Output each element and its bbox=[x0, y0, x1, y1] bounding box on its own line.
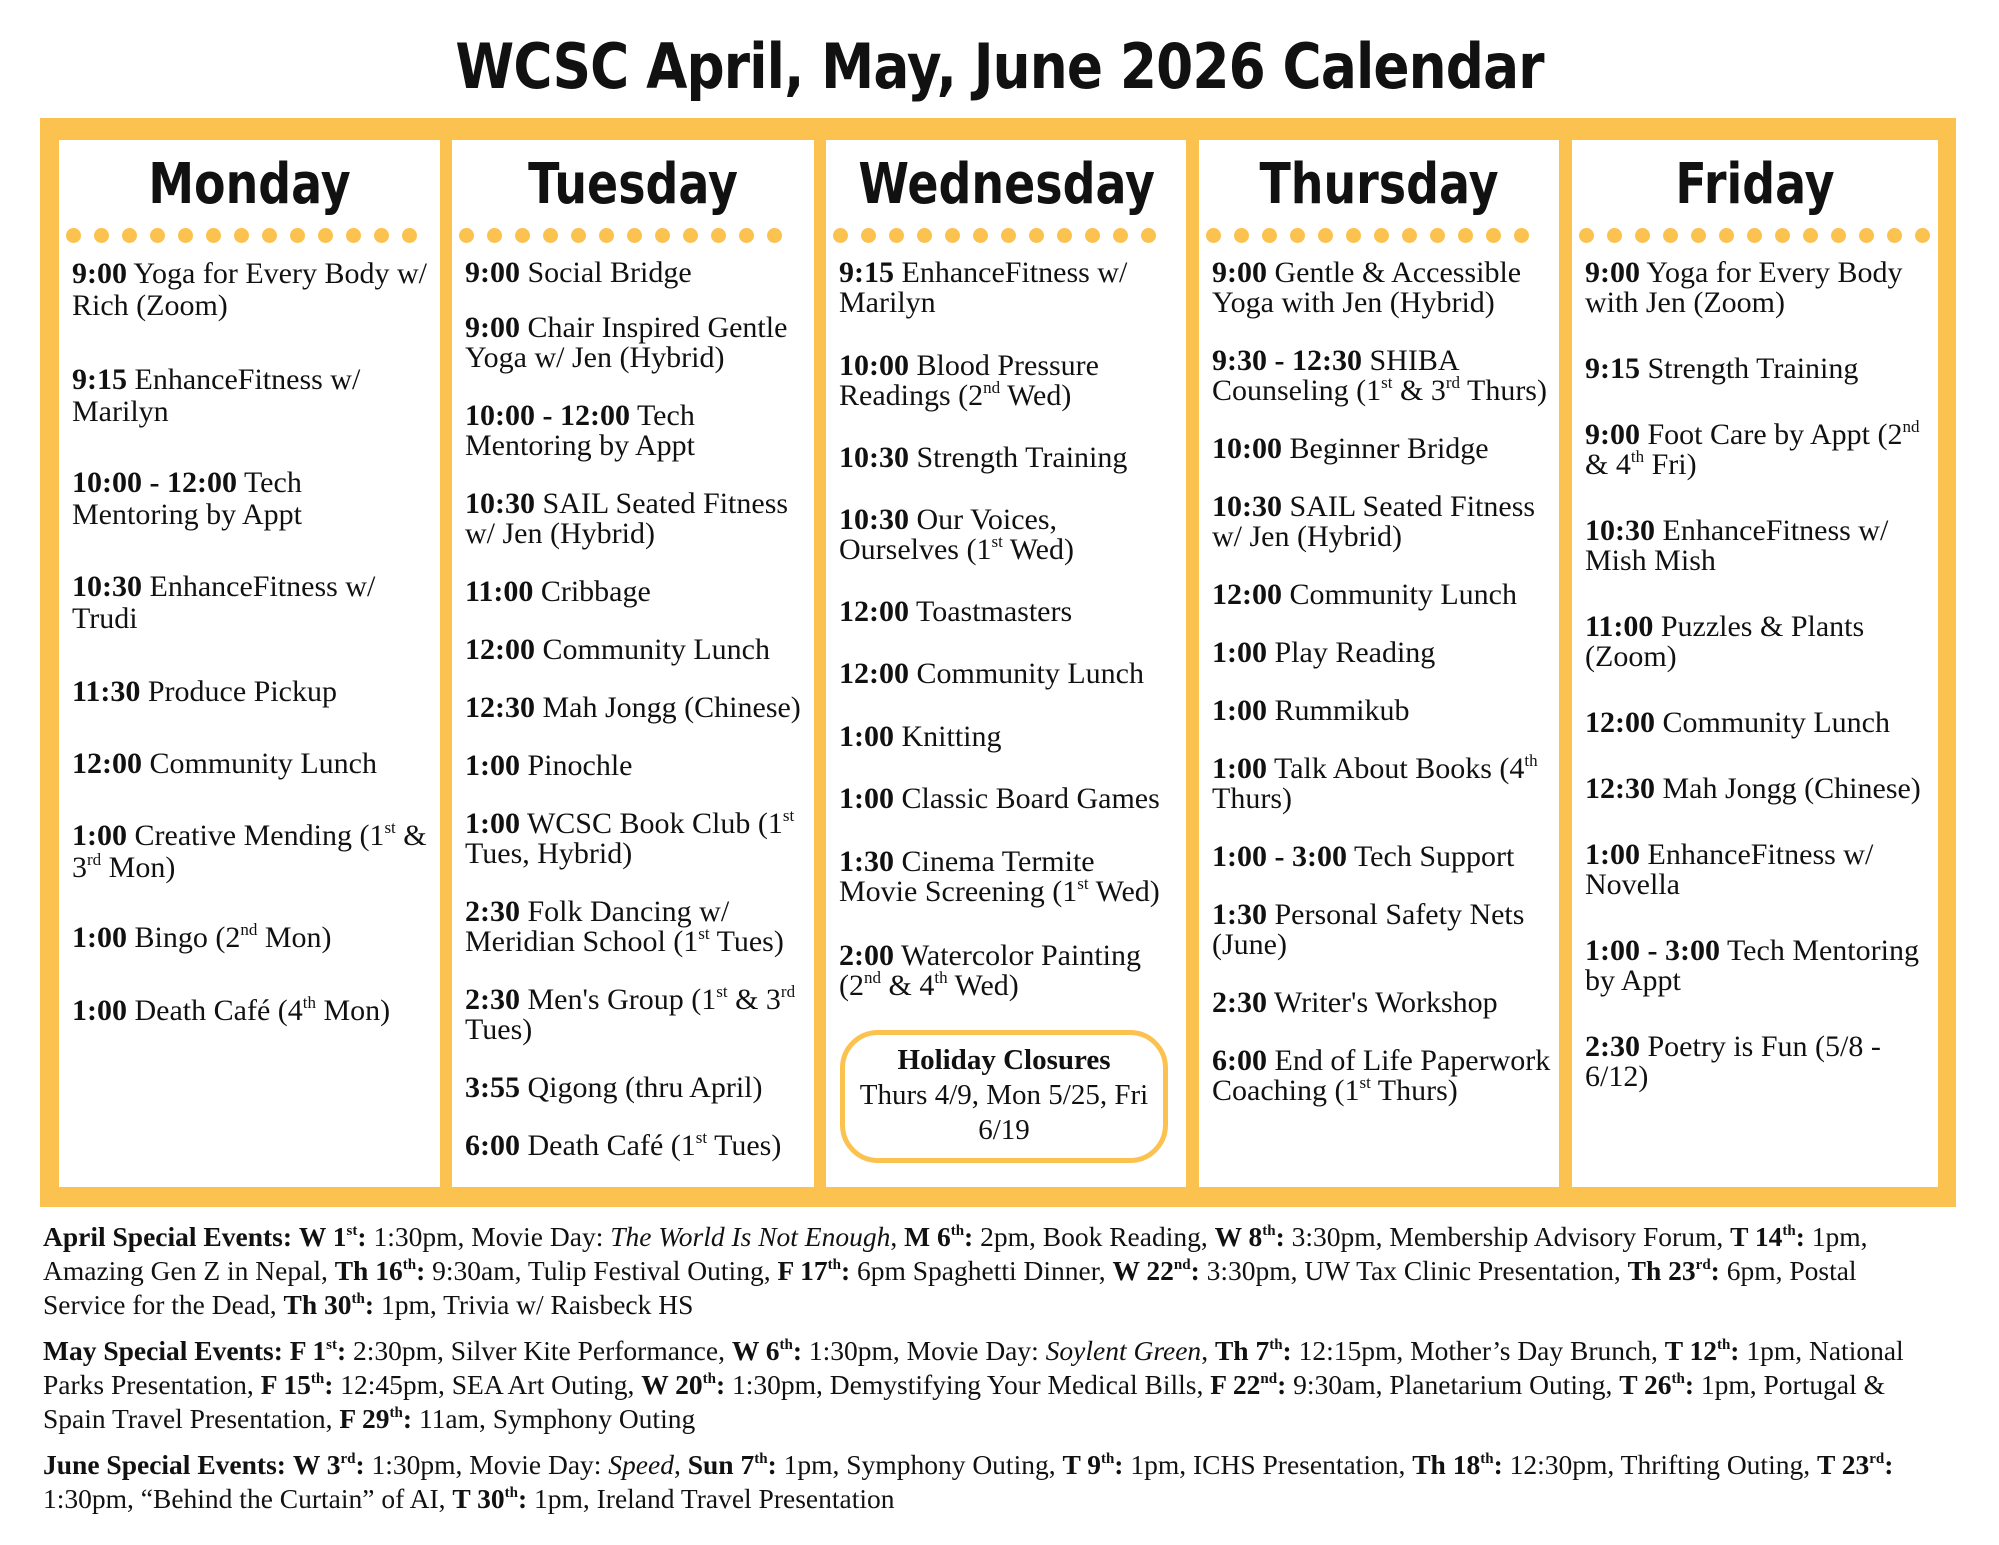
day-heading: Wednesday bbox=[858, 152, 1155, 217]
event-time: 1:00 bbox=[1585, 838, 1640, 871]
event-time: 12:00 bbox=[839, 595, 909, 628]
event-title: SAIL Seated Fitness w/ Jen (Hybrid) bbox=[465, 487, 789, 550]
event-item bbox=[465, 751, 808, 781]
event-title: Community Lunch bbox=[542, 633, 770, 666]
divider-dot bbox=[1719, 228, 1734, 243]
event-item bbox=[72, 364, 434, 428]
day-column-thursday bbox=[1199, 140, 1559, 1187]
event-time: 2:30 bbox=[465, 895, 520, 928]
special-events-text: W 3rd: 1:30pm, Movie Day: Speed, Sun 7th: 1pm, Symphony Outing, T 9th: 1pm, ICHS Presentation, Th 18th: 12:30pm, Thrifting Outing, T 23rd: 1:30pm, “Behind the Curtain” of AI, T 30th: 1pm, Ireland Travel Presentation bbox=[43, 1449, 1894, 1514]
event-title: Pinochle bbox=[527, 749, 633, 782]
divider-dot bbox=[66, 228, 81, 243]
event-title: Yoga for Every Body with Jen (Zoom) bbox=[1585, 256, 1903, 319]
divider-dot bbox=[711, 228, 726, 243]
event-time: 6:00 bbox=[1212, 1044, 1267, 1077]
event-time: 9:30 - 12:30 bbox=[1212, 344, 1362, 377]
event-title: Watercolor Painting (2nd & 4th Wed) bbox=[839, 939, 1141, 1002]
day-heading: Monday bbox=[148, 152, 351, 217]
event-title: Personal Safety Nets (June) bbox=[1212, 898, 1525, 961]
event-item bbox=[1585, 936, 1932, 996]
event-item bbox=[1585, 354, 1932, 384]
event-list bbox=[839, 258, 1180, 1001]
special-events-april bbox=[43, 1220, 1943, 1321]
divider-dot bbox=[571, 228, 586, 243]
divider-dot bbox=[402, 228, 417, 243]
event-time: 10:30 bbox=[72, 569, 142, 603]
divider-dot bbox=[1430, 228, 1445, 243]
event-item bbox=[1585, 612, 1932, 672]
event-item bbox=[839, 505, 1180, 565]
event-time: 12:30 bbox=[465, 691, 535, 724]
event-item bbox=[465, 982, 808, 1046]
event-title: EnhanceFitness w/ Mish Mish bbox=[1585, 514, 1889, 577]
event-title: Knitting bbox=[901, 720, 1002, 753]
event-title: Men's Group (1st & 3rd Tues) bbox=[465, 982, 796, 1046]
divider-dot bbox=[945, 228, 960, 243]
divider-dot bbox=[487, 228, 502, 243]
event-item bbox=[72, 571, 434, 635]
event-item bbox=[839, 784, 1180, 814]
event-item bbox=[1585, 258, 1932, 318]
divider-dot bbox=[1458, 228, 1473, 243]
event-title: Gentle & Accessible Yoga with Jen (Hybrid) bbox=[1212, 256, 1522, 319]
event-item bbox=[72, 676, 434, 708]
event-title: Tech Support bbox=[1353, 840, 1515, 873]
event-title: Mah Jongg (Chinese) bbox=[542, 691, 801, 724]
holiday-title: Holiday Closures bbox=[897, 1044, 1111, 1076]
event-time: 3:55 bbox=[465, 1071, 520, 1104]
event-item bbox=[1212, 751, 1553, 815]
event-time: 9:00 bbox=[72, 257, 127, 290]
event-time: 6:00 bbox=[465, 1129, 520, 1162]
event-time: 10:30 bbox=[465, 487, 535, 520]
divider-dot bbox=[1579, 228, 1594, 243]
event-time: 12:00 bbox=[72, 746, 142, 780]
event-item bbox=[465, 1073, 808, 1103]
event-title: Community Lunch bbox=[1289, 578, 1517, 611]
divider-dot bbox=[1803, 228, 1818, 243]
event-item bbox=[1212, 492, 1553, 552]
event-time: 10:00 - 12:00 bbox=[465, 399, 630, 432]
day-heading: Tuesday bbox=[528, 152, 738, 217]
event-time: 1:00 bbox=[839, 782, 894, 815]
event-time: 1:00 bbox=[1212, 752, 1267, 785]
event-title: Toastmasters bbox=[915, 595, 1073, 628]
divider-dot bbox=[1775, 228, 1790, 243]
divider-dot bbox=[1141, 228, 1156, 243]
special-events-text: F 1st: 2:30pm, Silver Kite Performance, W 6th: 1:30pm, Movie Day: Soylent Green, Th 7th: 12:15pm, Mother’s Day Brunch, T 12th: 1pm, National Parks Presentation, F 15th: 12:45pm, SEA Art Outing, W 20th: 1:30pm, Demystifying Your Medical Bills, F 22nd: 9:30am, Planetarium Outing, T 26th: 1pm, Portugal & Spain Travel Presentation, F 29th: 11am, Symphony Outing bbox=[43, 1335, 1904, 1434]
divider-dot bbox=[655, 228, 670, 243]
event-title: Death Café (4th Mon) bbox=[134, 993, 391, 1028]
event-item bbox=[72, 995, 434, 1027]
holiday-dates: Thurs 4/9, Mon 5/25, Fri 6/19 bbox=[859, 1078, 1149, 1146]
event-item bbox=[839, 443, 1180, 473]
event-item bbox=[72, 817, 434, 885]
event-item bbox=[1212, 696, 1553, 726]
event-title: Play Reading bbox=[1274, 636, 1436, 669]
divider-dot bbox=[1747, 228, 1762, 243]
divider-dot bbox=[1859, 228, 1874, 243]
event-time: 10:30 bbox=[1212, 490, 1282, 523]
divider-dot bbox=[739, 228, 754, 243]
divider-dot bbox=[1663, 228, 1678, 243]
divider-dot bbox=[1831, 228, 1846, 243]
event-time: 1:00 bbox=[72, 921, 127, 955]
divider-dot bbox=[1113, 228, 1128, 243]
event-time: 11:00 bbox=[465, 575, 534, 608]
divider-dot bbox=[178, 228, 193, 243]
event-title: End of Life Paperwork Coaching (1st Thurs) bbox=[1212, 1044, 1551, 1107]
event-item bbox=[839, 258, 1180, 318]
divider-dot bbox=[1029, 228, 1044, 243]
event-title: Cinema Termite Movie Screening (1st Wed) bbox=[839, 845, 1160, 908]
event-item bbox=[1212, 638, 1553, 668]
event-item bbox=[1585, 516, 1932, 576]
dotted-divider bbox=[826, 228, 1186, 244]
divider-dot bbox=[1402, 228, 1417, 243]
event-title: Qigong (thru April) bbox=[527, 1071, 763, 1104]
event-title: Foot Care by Appt (2nd & 4th Fri) bbox=[1585, 417, 1920, 481]
event-title: Strength Training bbox=[1647, 352, 1859, 385]
divider-dot bbox=[1290, 228, 1305, 243]
event-time: 1:00 bbox=[72, 818, 127, 852]
event-item bbox=[465, 693, 808, 723]
divider-dot bbox=[683, 228, 698, 243]
divider-dot bbox=[1057, 228, 1072, 243]
divider-dot bbox=[1234, 228, 1249, 243]
event-title: Our Voices, Ourselves (1st Wed) bbox=[839, 503, 1074, 566]
event-time: 10:30 bbox=[1585, 514, 1655, 547]
event-time: 10:30 bbox=[839, 503, 909, 536]
special-events-text: W 1st: 1:30pm, Movie Day: The World Is Not Enough, M 6th: 2pm, Book Reading, W 8th: 3:30pm, Membership Advisory Forum, T 14th: 1pm, Amazing Gen Z in Nepal, Th 16th: 9:30am, Tulip Festival Outing, F 17th: 6pm Spaghetti Dinner, W 22nd: 3:30pm, UW Tax Clinic Presentation, Th 23rd: 6pm, Postal Service for the Dead, Th 30th: 1pm, Trivia w/ Raisbeck HS bbox=[43, 1221, 1868, 1320]
divider-dot bbox=[206, 228, 221, 243]
dotted-divider bbox=[1572, 228, 1938, 244]
event-title: Blood Pressure Readings (2nd Wed) bbox=[839, 349, 1099, 412]
event-time: 9:00 bbox=[1585, 256, 1640, 289]
event-list bbox=[72, 258, 434, 1027]
event-time: 11:30 bbox=[72, 674, 141, 708]
event-title: Folk Dancing w/ Meridian School (1st Tues) bbox=[465, 895, 784, 958]
event-time: 11:00 bbox=[1585, 610, 1654, 643]
day-column-friday bbox=[1572, 140, 1938, 1187]
event-title: Mah Jongg (Chinese) bbox=[1662, 772, 1921, 805]
divider-dot bbox=[374, 228, 389, 243]
dotted-divider bbox=[59, 228, 440, 244]
event-time: 10:30 bbox=[839, 441, 909, 474]
event-time: 1:00 bbox=[1212, 694, 1267, 727]
event-item bbox=[465, 806, 808, 870]
day-column-tuesday bbox=[452, 140, 814, 1187]
event-time: 10:00 bbox=[839, 349, 909, 382]
divider-dot bbox=[861, 228, 876, 243]
divider-dot bbox=[973, 228, 988, 243]
event-item bbox=[465, 258, 808, 288]
event-time: 12:00 bbox=[1585, 706, 1655, 739]
event-time: 9:15 bbox=[72, 363, 127, 397]
special-events-label: May Special Events: bbox=[43, 1335, 283, 1366]
event-item bbox=[1212, 988, 1553, 1018]
dotted-divider bbox=[452, 228, 814, 244]
divider-dot bbox=[1915, 228, 1930, 243]
divider-dot bbox=[1691, 228, 1706, 243]
event-time: 2:30 bbox=[465, 983, 520, 1016]
event-title: Tech Mentoring by Appt bbox=[465, 399, 695, 462]
event-time: 1:00 bbox=[839, 720, 894, 753]
divider-dot bbox=[627, 228, 642, 243]
event-item bbox=[465, 1128, 808, 1162]
event-item bbox=[465, 313, 808, 373]
event-title: EnhanceFitness w/ Trudi bbox=[72, 569, 376, 635]
divider-dot bbox=[1486, 228, 1501, 243]
event-item bbox=[839, 597, 1180, 627]
divider-dot bbox=[1001, 228, 1016, 243]
event-title: Yoga for Every Body w/ Rich (Zoom) bbox=[72, 257, 427, 323]
event-title: Chair Inspired Gentle Yoga w/ Jen (Hybrid) bbox=[465, 311, 788, 374]
event-list bbox=[1212, 258, 1553, 1106]
divider-dot bbox=[599, 228, 614, 243]
event-title: SHIBA Counseling (1st & 3rd Thurs) bbox=[1212, 344, 1547, 407]
event-time: 1:00 bbox=[465, 807, 520, 840]
event-time: 1:00 - 3:00 bbox=[1212, 840, 1347, 873]
event-time: 12:00 bbox=[1212, 578, 1282, 611]
event-time: 2:00 bbox=[839, 939, 894, 972]
event-item bbox=[1212, 258, 1553, 318]
page-title: WCSC April, May, June 2026 Calendar bbox=[455, 30, 1544, 103]
event-item bbox=[1212, 434, 1553, 464]
divider-dot bbox=[262, 228, 277, 243]
event-time: 1:00 bbox=[1212, 636, 1267, 669]
event-title: Tech Mentoring by Appt bbox=[72, 466, 302, 532]
event-time: 9:00 bbox=[465, 311, 520, 344]
event-title: Strength Training bbox=[916, 441, 1128, 474]
event-time: 10:00 bbox=[1212, 432, 1282, 465]
divider-dot bbox=[94, 228, 109, 243]
dotted-divider bbox=[1199, 228, 1559, 244]
event-item bbox=[1212, 900, 1553, 960]
event-item bbox=[465, 635, 808, 665]
event-list bbox=[465, 258, 808, 1161]
day-heading: Friday bbox=[1675, 152, 1835, 217]
divider-dot bbox=[1346, 228, 1361, 243]
event-title: EnhanceFitness w/ Marilyn bbox=[839, 256, 1128, 319]
divider-dot bbox=[1514, 228, 1529, 243]
event-title: Bingo (2nd Mon) bbox=[134, 920, 332, 955]
event-item bbox=[465, 897, 808, 957]
event-item bbox=[839, 659, 1180, 689]
event-title: EnhanceFitness w/ Marilyn bbox=[72, 363, 361, 429]
event-title: Creative Mending (1st & 3rd Mon) bbox=[72, 817, 427, 885]
event-title: Community Lunch bbox=[916, 657, 1144, 690]
event-item bbox=[72, 467, 434, 531]
divider-dot bbox=[1206, 228, 1221, 243]
event-title: Death Café (1st Tues) bbox=[527, 1128, 782, 1162]
divider-dot bbox=[459, 228, 474, 243]
divider-dot bbox=[150, 228, 165, 243]
event-time: 9:00 bbox=[1585, 418, 1640, 451]
event-item bbox=[1212, 346, 1553, 406]
event-item bbox=[72, 922, 434, 954]
special-events-june bbox=[43, 1448, 1943, 1516]
event-time: 1:30 bbox=[839, 845, 894, 878]
event-time: 9:15 bbox=[1585, 352, 1640, 385]
divider-dot bbox=[1262, 228, 1277, 243]
divider-dot bbox=[917, 228, 932, 243]
event-time: 1:00 - 3:00 bbox=[1585, 934, 1720, 967]
event-item bbox=[72, 258, 434, 322]
event-title: Cribbage bbox=[540, 575, 651, 608]
event-item bbox=[1585, 1032, 1932, 1092]
divider-dot bbox=[1318, 228, 1333, 243]
event-title: SAIL Seated Fitness w/ Jen (Hybrid) bbox=[1212, 490, 1536, 553]
day-column-monday bbox=[59, 140, 440, 1187]
divider-dot bbox=[346, 228, 361, 243]
event-item bbox=[465, 489, 808, 549]
event-item bbox=[839, 941, 1180, 1001]
event-time: 12:00 bbox=[465, 633, 535, 666]
event-title: Puzzles & Plants (Zoom) bbox=[1585, 610, 1865, 673]
event-item bbox=[1212, 1046, 1553, 1106]
event-time: 9:15 bbox=[839, 256, 894, 289]
event-list bbox=[1585, 258, 1932, 1092]
event-title: Classic Board Games bbox=[901, 782, 1160, 815]
event-title: Rummikub bbox=[1274, 694, 1410, 727]
event-item bbox=[1585, 840, 1932, 900]
event-item bbox=[839, 847, 1180, 907]
divider-dot bbox=[318, 228, 333, 243]
divider-dot bbox=[1635, 228, 1650, 243]
divider-dot bbox=[767, 228, 782, 243]
event-time: 2:30 bbox=[1212, 986, 1267, 1019]
event-title: WCSC Book Club (1st Tues, Hybrid) bbox=[465, 806, 795, 870]
event-title: Social Bridge bbox=[527, 256, 692, 289]
event-title: Community Lunch bbox=[1662, 706, 1890, 739]
divider-dot bbox=[543, 228, 558, 243]
event-time: 1:00 bbox=[465, 749, 520, 782]
event-item bbox=[1585, 774, 1932, 804]
event-item bbox=[839, 722, 1180, 752]
event-item bbox=[465, 577, 808, 607]
special-events-label: April Special Events: bbox=[43, 1221, 293, 1252]
event-time: 9:00 bbox=[465, 256, 520, 289]
divider-dot bbox=[889, 228, 904, 243]
event-title: Beginner Bridge bbox=[1289, 432, 1489, 465]
event-title: Produce Pickup bbox=[147, 674, 337, 708]
event-title: Poetry is Fun (5/8 - 6/12) bbox=[1585, 1030, 1881, 1093]
event-item bbox=[1212, 580, 1553, 610]
holiday-closures-box bbox=[840, 1030, 1168, 1163]
divider-dot bbox=[122, 228, 137, 243]
event-title: Community Lunch bbox=[149, 746, 377, 780]
divider-dot bbox=[1607, 228, 1622, 243]
event-time: 12:00 bbox=[839, 657, 909, 690]
event-title: Talk About Books (4th Thurs) bbox=[1212, 751, 1538, 815]
divider-dot bbox=[1374, 228, 1389, 243]
event-time: 9:00 bbox=[1212, 256, 1267, 289]
event-title: EnhanceFitness w/ Novella bbox=[1585, 838, 1874, 901]
divider-dot bbox=[515, 228, 530, 243]
divider-dot bbox=[1085, 228, 1100, 243]
event-time: 2:30 bbox=[1585, 1030, 1640, 1063]
day-heading: Thursday bbox=[1259, 152, 1499, 217]
divider-dot bbox=[290, 228, 305, 243]
divider-dot bbox=[1887, 228, 1902, 243]
event-time: 1:30 bbox=[1212, 898, 1267, 931]
event-item bbox=[1585, 708, 1932, 738]
event-time: 10:00 - 12:00 bbox=[72, 466, 237, 500]
event-title: Writer's Workshop bbox=[1273, 986, 1498, 1019]
event-item bbox=[1212, 842, 1553, 872]
event-item bbox=[465, 401, 808, 461]
divider-dot bbox=[833, 228, 848, 243]
event-item bbox=[72, 748, 434, 780]
event-item bbox=[1585, 417, 1932, 481]
special-events-label: June Special Events: bbox=[43, 1449, 286, 1480]
event-title: Tech Mentoring by Appt bbox=[1585, 934, 1919, 997]
special-events-may bbox=[43, 1334, 1943, 1435]
event-item bbox=[839, 351, 1180, 411]
divider-dot bbox=[234, 228, 249, 243]
event-time: 1:00 bbox=[72, 994, 127, 1028]
event-time: 12:30 bbox=[1585, 772, 1655, 805]
